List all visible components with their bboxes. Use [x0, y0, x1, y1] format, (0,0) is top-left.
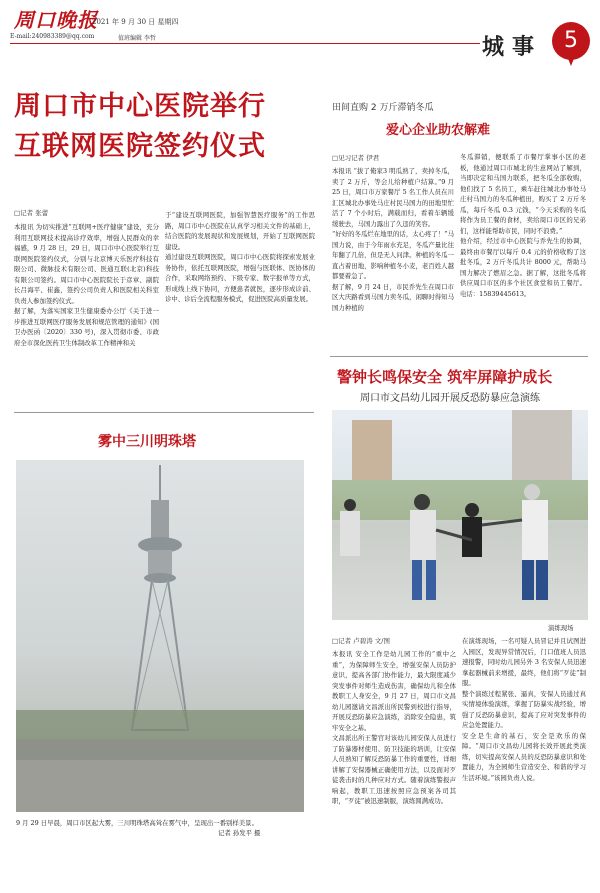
photo1-credit: 记者 孙发平 摄 [218, 829, 261, 837]
article2-column-2: 冬瓜滞销，便联系了市餐厅掌事小区的老板，他通过周口市城北的生意网站了解到，当即决定和马国力联系，把冬瓜全部收购，他们找了 5 名员工，乘车赶往城北办事处马庄村马国力的冬瓜种植田，购买了 2 万斤冬瓜，每斤冬瓜 0.3 元钱，“今天采购的冬瓜将作为员工餐的食材，卖给周口市区的兄弟们，这样能帮助市民，同时不浪费。” 他介绍，经过市中心医院与乔先生的协调，最终由市餐厅以每斤 0.4 元的价格收购了这批冬瓜，2 万斤冬瓜共计 8000 元，帮助马国力解决了燃眉之急。据了解，这批冬瓜将供应周口市区的多个社区食堂和员工餐厅。电话：15839445613。 [460, 153, 586, 298]
photo1-title: 雾中三川明珠塔 [98, 434, 196, 450]
article3-column-2: 在演练现场，一名可疑人员冒记并且试图进入园区，发现异常情况后，门口值班人员迅速报警，同时幼儿园另外 3 名安保人员迅速拿起器械前来增援，最终，他们将“歹徒”制服。 整个演练过程紧张、逼真，安保人员通过真实情境体验演练，掌握了防暴实战经验，增强了反恐防暴意识，提高了应对突发事件的应急处置能力。 安全是生命的基石，安全是欢乐的保障。“周口市文昌幼儿园将长效开展此类演练，切实提高安保人员的反恐防暴意识和处置能力，为全园师生营造安全、和谐的学习生活环境。”该园负责人说。 [462, 637, 586, 782]
article3-subhead: 周口市文昌幼儿园开展反恐防暴应急演练 [360, 393, 540, 404]
drill-photo [332, 410, 588, 620]
article1-headline-line2: 互联网医院签约仪式 [14, 131, 266, 162]
article3-headline: 警钟长鸣保安全 筑牢屏障护成长 [337, 368, 553, 386]
article1-byline: □记者 张蕾 [14, 209, 49, 217]
article2-byline: □见习记者 伊君 [332, 154, 380, 162]
photo1-caption: 9 月 29 日早晨，周口市区起大雾，三川明珠塔高耸在雾气中，呈现出一番别样美景。 [16, 819, 258, 827]
article2-kicker: 田间直购 2 万斤滞销冬瓜 [332, 103, 434, 113]
divider [14, 412, 314, 413]
article1-column-2: 于“建设互联网医院，加强智慧医疗服务”的工作思路，周口市中心医院在认真学习相关文件的基础上，结合医院的发展现状和发展规划，开始了互联网医院建设。 通过建设互联网医院，周口市中心医院将探索发展业务协作，依托互联网医院，增强与医联体、医协体的合作，采取网络预约、下级专家、数字报单等方式，形成线上线下协同，方便患者就医，逐步形成诊前、诊中、诊后全流程服务模式，促进医院高质量发展。 [165, 211, 315, 303]
masthead-rule [10, 43, 480, 44]
photo2-credit: 演练现场 [548, 624, 574, 632]
contact-email: E-mail:240983389@qq.com [10, 33, 95, 40]
fog-tower-photo [16, 460, 304, 812]
issue-date: 2021 年 9 月 30 日 星期四 [92, 18, 179, 26]
article3-column-1: 本报讯 安全工作是幼儿园工作的“重中之重”，为保障师生安全，增强安保人员防护意识，提高各部门协作能力，最大限度减少突发事件对师生造成伤害，确保幼儿和全体教职工人身安全，9 月 27 日，周口市文昌幼儿园邀请文昌派出所民警到校进行指导，开展反恐防暴应急演练，消除安全隐患，筑牢安全之基。 文昌派出所王警官对该幼儿园安保人员进行了防暴器材使用、防卫技能的培训，让安保人员熟知了解反恐防暴工作的重要性，详细讲解了安保器械正确使用方法，以及面对歹徒袭击时的几种应对方式。随着演练警报声响起，教职工迅速按照应急预案各司其职，“歹徒”被迅速制服，演练圆满成功。 [332, 650, 456, 805]
article2-column-1: 本报讯 “拔了俺家3 明瓜熟了，卖掉冬瓜，卖了 2 万斤，等会儿给种植户结算。”9 月 25 日，周口市万家餐厅 5 名工作人员在川汇区城北办事处马庄村民马国力的田地里忙活了 7 个小时后，满载而归，看着车辆缓缓驶去，马国力露出了久违的笑容。 “好好的冬瓜烂在地里的话，太心疼了！”马国力说，由于今年雨水充足，冬瓜产量比往年翻了几倍，但是无人问津。种植的冬瓜一直占着田地，影响种植冬小麦，老百姓人越都要着急了。 据了解，9 月 24 日，市民乔先生在周口市区大庆路看到马国力卖冬瓜，闲聊时得知马国力种植的 [332, 167, 454, 312]
tower-illustration [16, 460, 304, 812]
divider [330, 356, 588, 357]
newspaper-logo: 周口晚报 [14, 8, 98, 32]
drill-illustration [332, 410, 588, 620]
article1-headline-line1: 周口市中心医院举行 [14, 91, 266, 122]
article2-headline: 爱心企业助农解难 [386, 123, 491, 138]
duty-editor: 值班编辑 李哲 [118, 35, 156, 42]
section-title: 城事 [481, 34, 542, 60]
page-number-badge: 5 [552, 22, 590, 60]
article1-column-1: 本报讯 为切实推进“互联网+医疗健康”建设，充分利用互联网技术提高诊疗效率，增强人民群众的幸福感，9 月 28 日，29 日，周口市中心医院举行互联网医院签约仪式，分别与北京博天乐医疗科技有限公司、微脉技术有限公司、医通互联(北京)科技有限公司签约。周口市中心医院院长于彦章、副院长吕海平、崔鑫，签约公司负责人和医院相关科室负责人参加签约仪式。 据了解，为落实国家卫生健康委办公厅《关于进一步推进互联网医疗服务发展和规范管理的通知》(国卫办医函〔2020〕330 号)，深入贯彻市委、市政府全市深化医药卫生体制改革工作精神和关 [14, 223, 159, 347]
article3-byline: □记者 卢碧涛 文/图 [332, 637, 390, 645]
